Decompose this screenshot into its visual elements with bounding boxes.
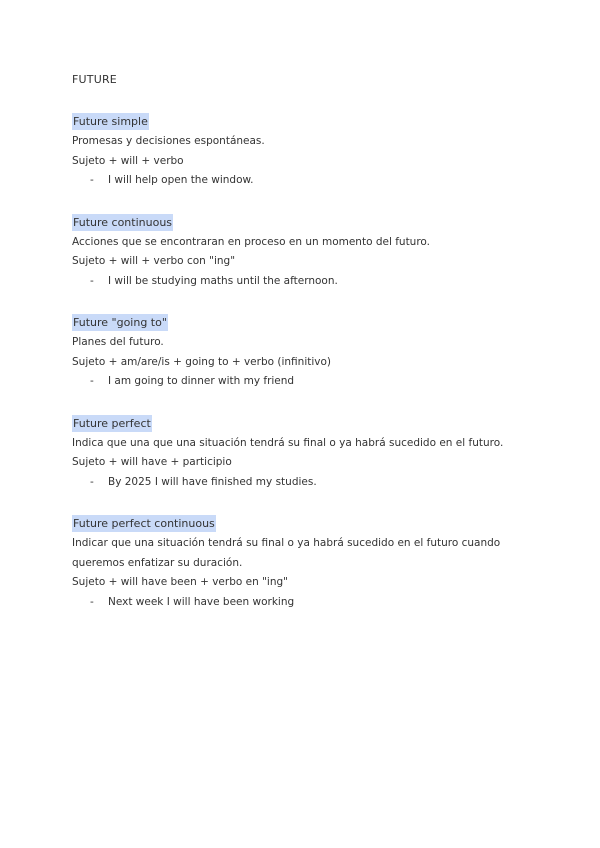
section-description-line-1: Indicar que una situación tendrá su final o ya habrá sucedido en el futuro cuando xyxy=(72,537,501,549)
section-future-perfect xyxy=(72,412,572,493)
document-title: FUTURE xyxy=(72,73,117,86)
section-description: Indica que una que una situación tendrá su final o ya habrá sucedido en el futuro. xyxy=(72,436,504,449)
example-list-item xyxy=(72,593,572,613)
example-text: Next week I will have been working xyxy=(108,595,295,608)
section-formula: Sujeto + will + verbo xyxy=(72,154,184,167)
list-bullet: - xyxy=(90,274,94,287)
document-page xyxy=(72,70,572,632)
section-future-going-to xyxy=(72,311,572,392)
section-formula: Sujeto + will have + participio xyxy=(72,456,232,468)
example-list-item xyxy=(72,171,572,191)
section-formula: Sujeto + will have been + verbo en "ing" xyxy=(72,576,288,588)
list-bullet: - xyxy=(90,475,94,488)
example-text: By 2025 I will have finished my studies. xyxy=(108,475,317,488)
section-future-perfect-continuous xyxy=(72,512,572,612)
example-text: I am going to dinner with my friend xyxy=(108,375,295,387)
section-heading: Future "going to" xyxy=(73,316,167,329)
section-formula: Sujeto + will + verbo con "ing" xyxy=(72,255,236,267)
example-text: I will help open the window. xyxy=(108,174,254,186)
section-formula: Sujeto + am/are/is + going to + verbo (infinitivo) xyxy=(72,355,332,368)
example-list-item xyxy=(72,372,572,392)
section-future-simple xyxy=(72,110,572,191)
example-list-item xyxy=(72,272,572,292)
list-bullet: - xyxy=(90,595,94,608)
section-heading: Future perfect continuous xyxy=(73,517,215,530)
example-list-item xyxy=(72,473,572,493)
list-bullet: - xyxy=(90,174,94,186)
section-description: Promesas y decisiones espontáneas. xyxy=(72,135,265,147)
section-heading: Future simple xyxy=(73,115,148,128)
section-description: Acciones que se encontraran en proceso en un momento del futuro. xyxy=(72,235,431,248)
list-bullet: - xyxy=(90,375,94,387)
example-text: I will be studying maths until the afternoon. xyxy=(108,274,338,287)
section-description-line-2: queremos enfatizar su duración. xyxy=(72,556,243,569)
section-heading: Future continuous xyxy=(73,215,173,229)
section-description: Planes del futuro. xyxy=(72,336,164,348)
section-future-continuous xyxy=(72,211,572,292)
section-heading: Future perfect xyxy=(73,416,151,430)
